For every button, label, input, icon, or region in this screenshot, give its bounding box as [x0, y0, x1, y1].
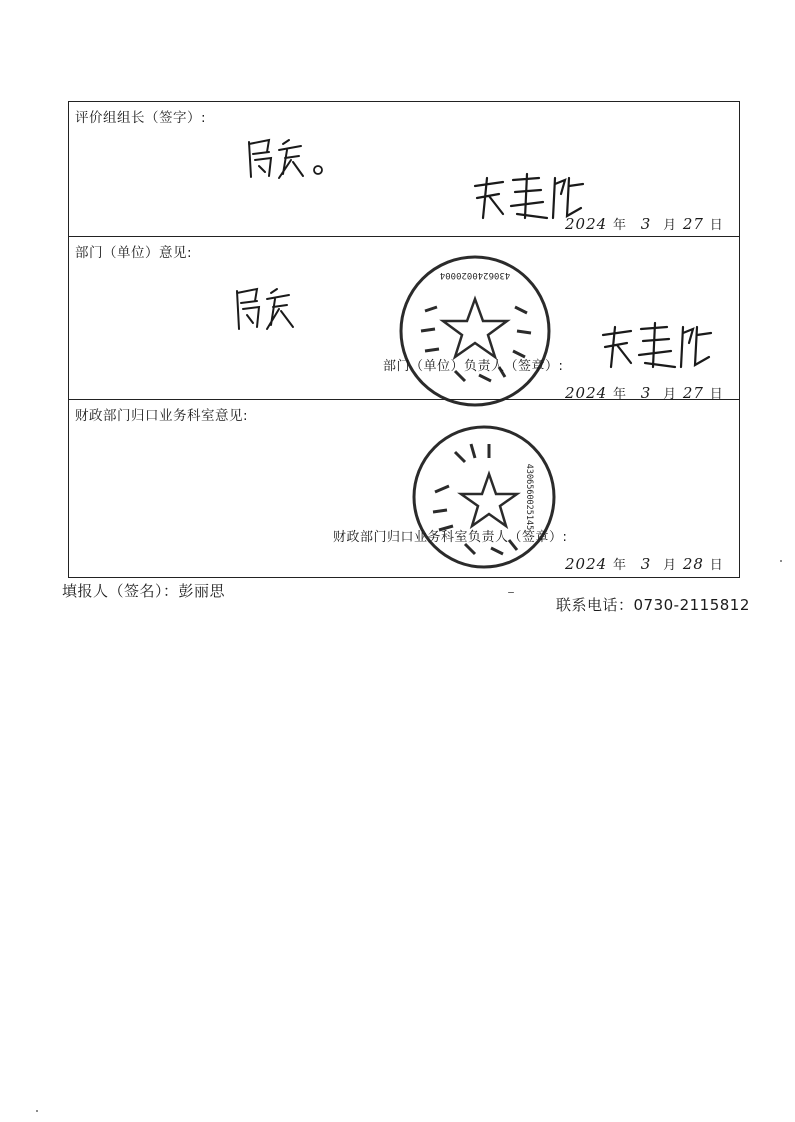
section-finance-opinion: [69, 399, 739, 577]
section2-month: 3: [640, 384, 652, 402]
section3-day: 28: [682, 555, 704, 573]
section3-year-char: 年: [612, 558, 627, 573]
section3-date: [565, 554, 724, 573]
section2-month-char: 月: [663, 387, 678, 402]
department-head-signature: [597, 319, 717, 373]
section2-year: 2024: [565, 384, 608, 402]
finance-seal-code: 4306560025145: [524, 463, 534, 531]
section1-day-char: 日: [709, 218, 724, 233]
contact-phone: 联系电话：0730-2115812: [556, 596, 750, 614]
section1-date: [565, 214, 724, 233]
section3-day-char: 日: [709, 558, 724, 573]
scan-speck: [36, 1110, 38, 1112]
section1-year-char: 年: [612, 218, 627, 233]
section-department-opinion: [69, 236, 739, 402]
team-leader-label: 评价组组长（签字）:: [75, 110, 207, 126]
department-seal-code: 4306240020004: [439, 270, 511, 280]
section1-day: 27: [682, 215, 704, 233]
section2-year-char: 年: [612, 387, 627, 402]
finance-opinion-label: 财政部门归口业务科室意见:: [75, 408, 249, 424]
department-signer-label: 部门（单位）负责人（签章）:: [383, 359, 564, 374]
section3-year: 2024: [565, 555, 608, 573]
section3-month: 3: [640, 555, 652, 573]
scan-speck: [780, 560, 782, 562]
department-opinion-signature: [229, 279, 309, 339]
filler-signature-line: 填报人（签名）：彭丽思: [62, 582, 226, 600]
section1-month-char: 月: [663, 218, 678, 233]
section1-year: 2024: [565, 215, 608, 233]
section2-day-char: 日: [709, 387, 724, 402]
section-team-leader: [69, 102, 739, 236]
evaluation-form-table: [68, 101, 740, 578]
section2-day: 27: [682, 384, 704, 402]
department-official-seal: [395, 251, 555, 411]
section1-month: 3: [640, 215, 652, 233]
finance-official-seal: [409, 422, 559, 572]
scan-speck: [508, 592, 514, 593]
department-opinion-label: 部门（单位）意见:: [75, 245, 193, 261]
finance-signer-label: 财政部门归口业务科室负责人（签章）:: [333, 530, 568, 545]
section3-month-char: 月: [663, 558, 678, 573]
team-leader-signature: [239, 132, 329, 187]
